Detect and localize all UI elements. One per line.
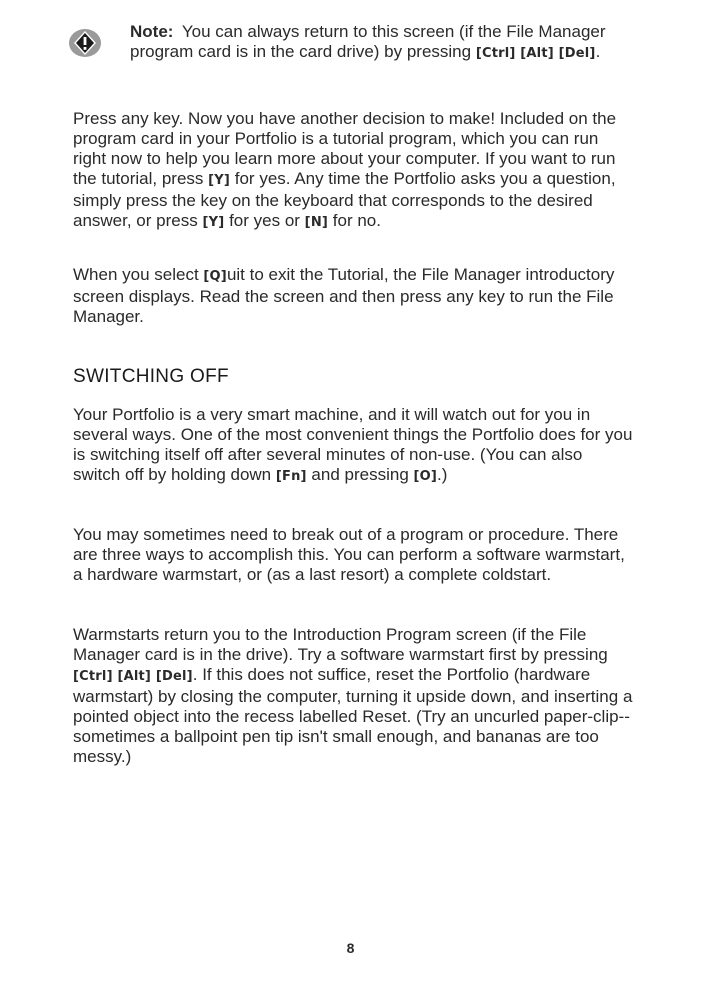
note-end: . bbox=[595, 42, 601, 61]
key-y: [Y] bbox=[202, 215, 225, 230]
key-y: [Y] bbox=[208, 173, 231, 188]
text: .) bbox=[437, 465, 448, 484]
text: and pressing bbox=[306, 465, 414, 484]
key-del: [Del] bbox=[558, 46, 596, 61]
paragraph-auto-off bbox=[73, 405, 633, 487]
text: When you select bbox=[73, 265, 204, 284]
paragraph-quit bbox=[73, 265, 633, 327]
text: Press any key. Now you have another decision to make! Included on the program card in your Portfolio is a tutorial program, which you can run right now to help you learn more about your computer. If you want to run the tutorial, press bbox=[73, 109, 617, 188]
key-del: [Del] bbox=[155, 669, 193, 684]
key-ctrl: [Ctrl] bbox=[475, 46, 516, 61]
note-label: Note: bbox=[130, 22, 174, 41]
key-n: [N] bbox=[304, 215, 329, 230]
text: for yes. Any time the Portfolio asks you a question, simply press the key on the keyboard that corresponds to the desired answer, or press bbox=[73, 169, 616, 230]
key-ctrl: [Ctrl] bbox=[73, 669, 113, 684]
text: uit to exit the Tutorial, the File Manager introductory screen displays. Read the screen and then press any key to run the File Manager. bbox=[73, 265, 615, 326]
paragraph-tutorial bbox=[73, 109, 633, 233]
text: for no. bbox=[328, 211, 381, 230]
section-heading: SWITCHING OFF bbox=[73, 366, 229, 387]
text: You may sometimes need to break out of a program or procedure. There are three ways to accomplish this. You can perform a software warmstart, a hardware warmstart, or (as a last resort) a complete coldstart. bbox=[73, 525, 625, 584]
info-diamond-icon bbox=[68, 28, 102, 58]
key-o: [O] bbox=[413, 469, 438, 484]
text: Warmstarts return you to the Introduction Program screen (if the File Manager card is in the drive). Try a software warmstart first by pressing bbox=[73, 625, 608, 664]
paragraph-warmstart bbox=[73, 625, 633, 767]
key-q: [Q] bbox=[203, 269, 227, 284]
note-text bbox=[130, 22, 630, 64]
page-number: 8 bbox=[346, 940, 355, 956]
note-sentence: You can always return to this screen (if the File Manager program card is in the card drive) by pressing bbox=[130, 22, 606, 61]
text: Your Portfolio is a very smart machine, and it will watch out for you in several ways. One of the most convenient things the Portfolio does for you is switching itself off after several minutes of non-use. (You can also switch off by holding down bbox=[73, 405, 633, 484]
paragraph-break-out bbox=[73, 525, 633, 585]
text: . If this does not suffice, reset the Portfolio (hardware warmstart) by closing the computer, turning it upside down, and inserting a pointed object into the recess labelled Reset. (Try an uncurled paper-clip--sometimes a ballpoint pen tip isn't small enough, and bananas are too messy.) bbox=[73, 665, 633, 766]
key-alt: [Alt] bbox=[117, 669, 152, 684]
text: for yes or bbox=[224, 211, 305, 230]
key-alt: [Alt] bbox=[520, 46, 554, 61]
key-fn: [Fn] bbox=[275, 469, 307, 484]
